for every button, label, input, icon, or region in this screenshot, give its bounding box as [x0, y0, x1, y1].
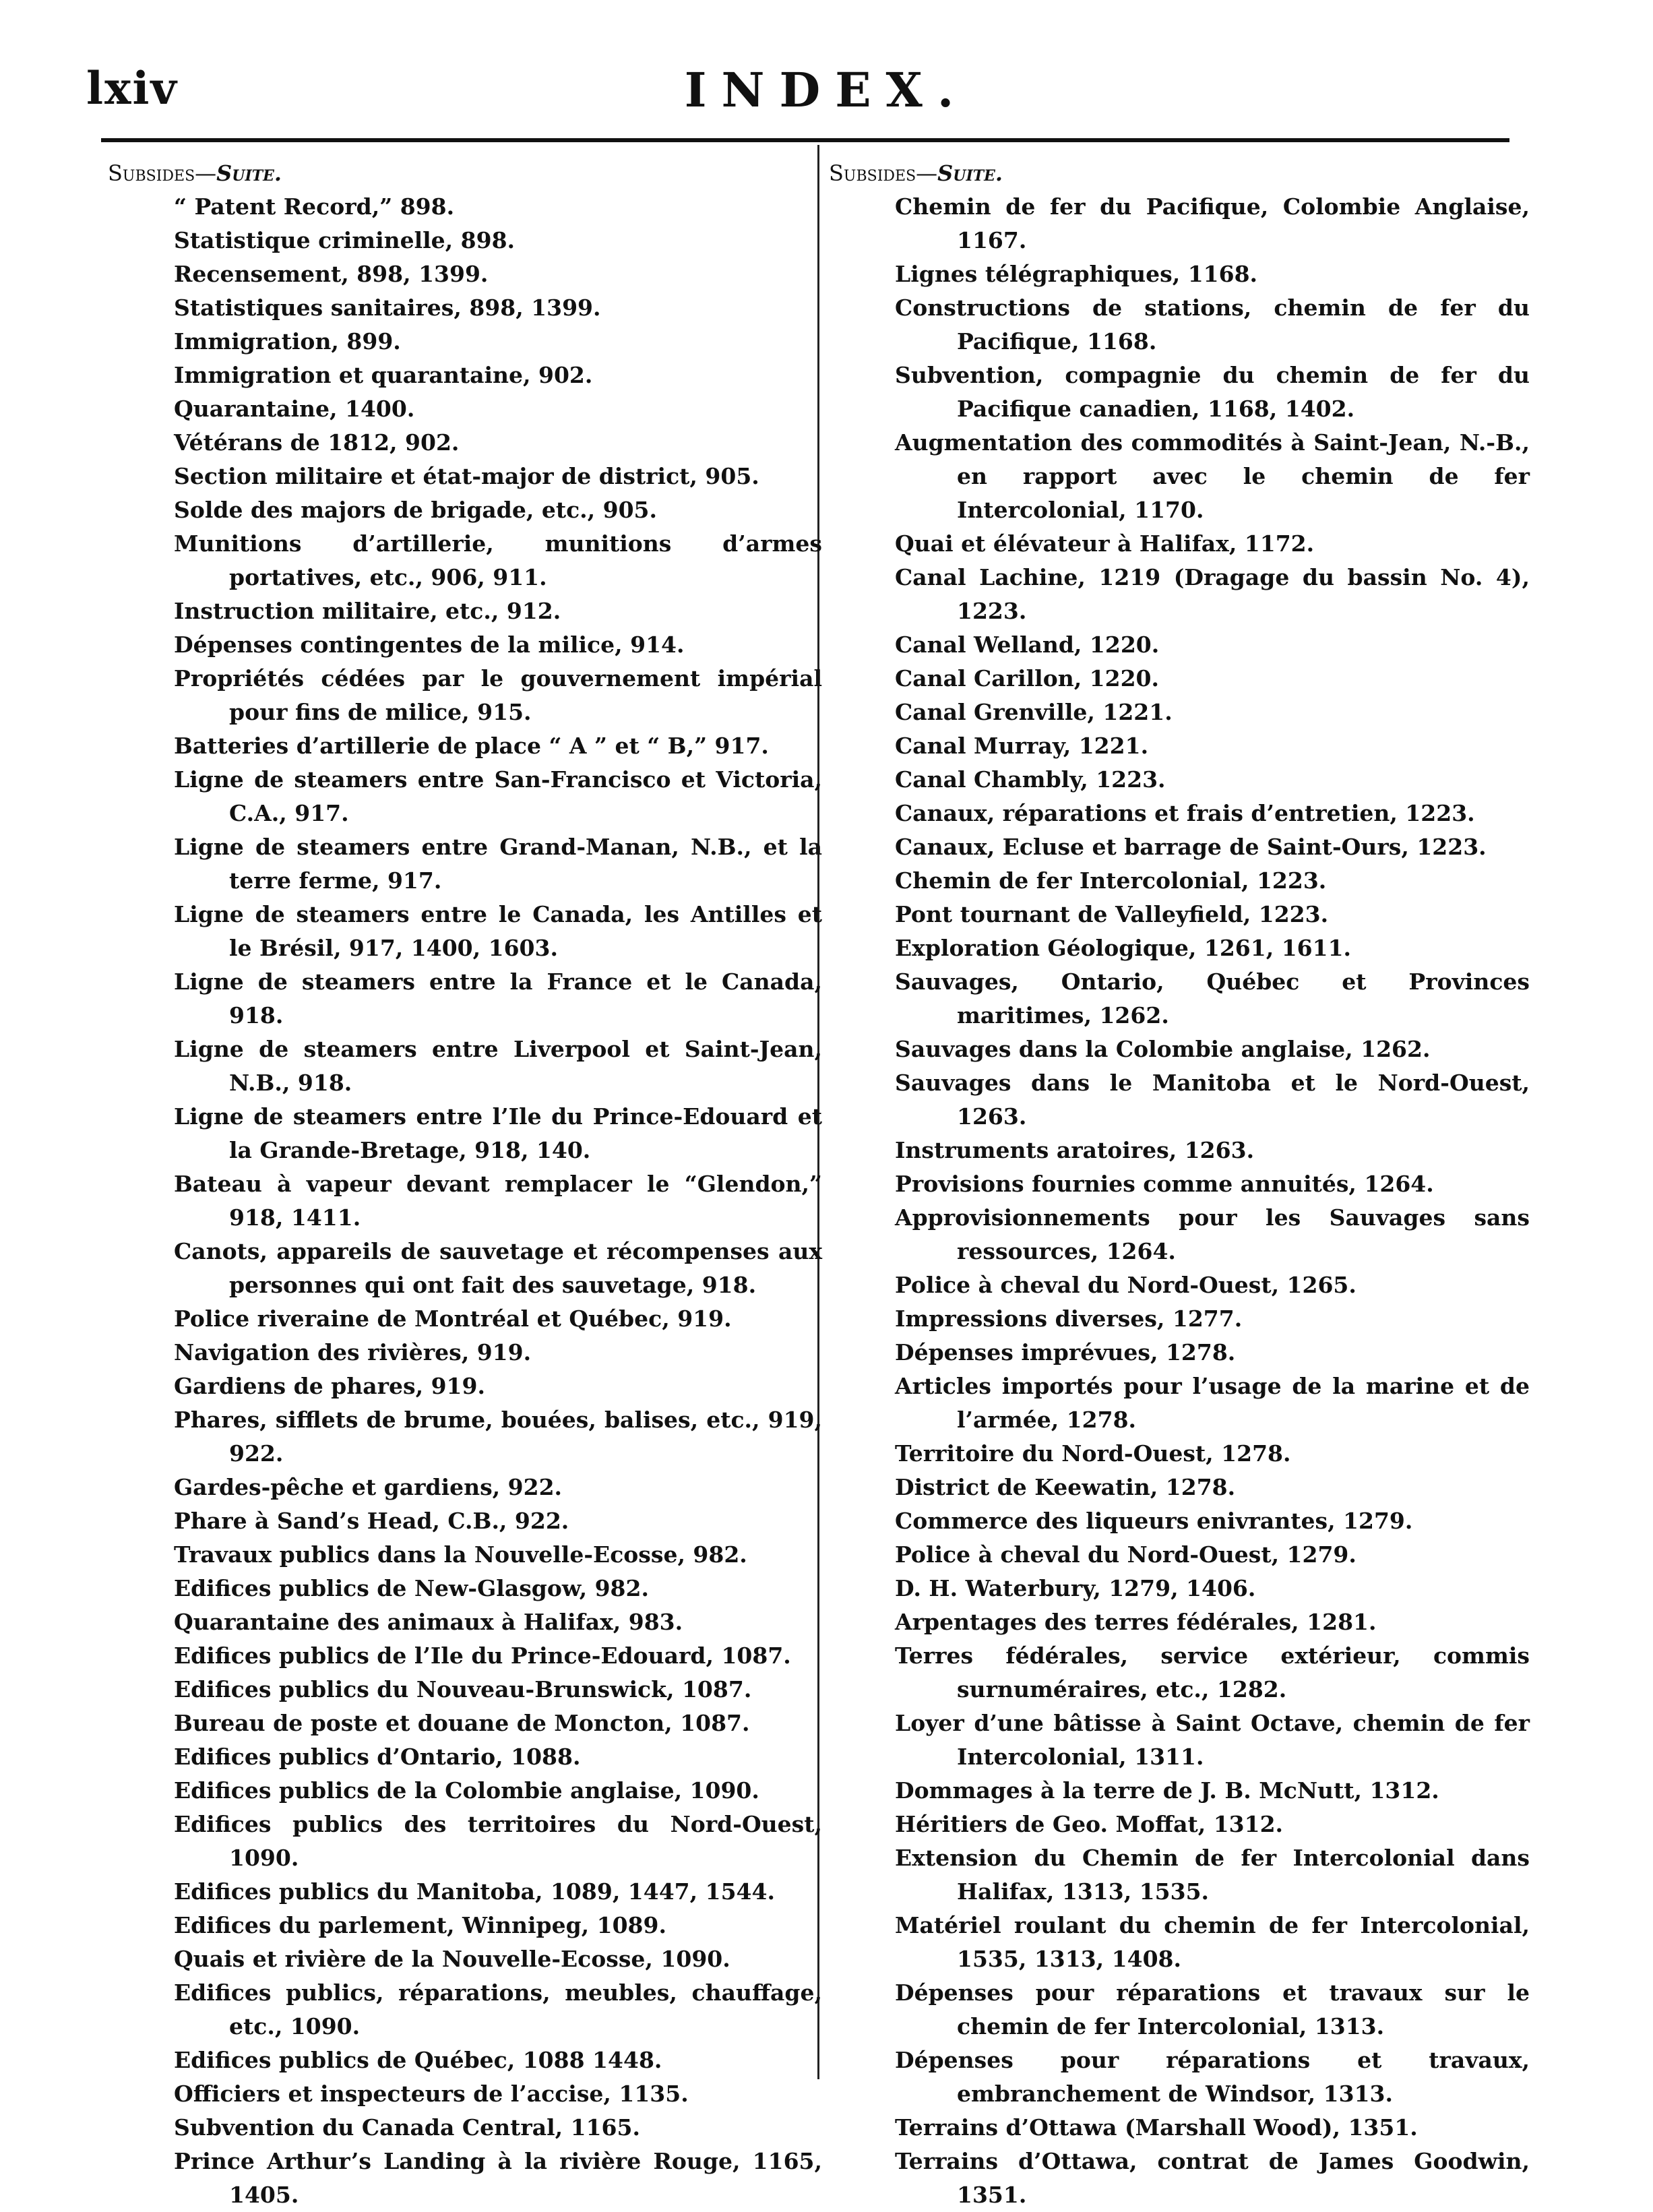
index-entry: Section militaire et état-major de district, 905. [174, 463, 759, 489]
left-column [108, 156, 822, 2212]
index-entry: Exploration Géologique, 1261, 1611. [895, 935, 1352, 961]
index-entry: Statistiques sanitaires, 898, 1399. [174, 295, 601, 321]
index-entry: Gardes-pêche et gardiens, 922. [174, 1474, 563, 1500]
index-entry: Arpentages des terres fédérales, 1281. [895, 1609, 1377, 1635]
index-entry: Edifices publics de l’Ile du Prince-Edouard, 1087. [174, 1642, 791, 1669]
index-entry: Ligne de steamers entre la France et le Canada, 918. [174, 969, 822, 1028]
index-entry: Immigration et quarantaine, 902. [174, 362, 593, 388]
index-entry: Statistique criminelle, 898. [174, 227, 516, 253]
index-entry: Canal Carillon, 1220. [895, 665, 1160, 692]
index-entry: Provisions fournies comme annuités, 1264. [895, 1171, 1434, 1197]
index-entry: Canal Welland, 1220. [895, 632, 1160, 658]
index-entry: Dommages à la terre de J. B. McNutt, 1312. [895, 1777, 1439, 1804]
index-entry: Loyer d’une bâtisse à Saint Octave, chemin de fer Intercolonial, 1311. [895, 1710, 1530, 1770]
index-entry: Phares, sifflets de brume, bouées, balises, etc., 919, 922. [174, 1407, 822, 1467]
index-entry: Canaux, Ecluse et barrage de Saint-Ours, 1223. [895, 834, 1487, 860]
index-entry: Police riveraine de Montréal et Québec, 919. [174, 1305, 732, 1332]
index-entry: Vétérans de 1812, 902. [174, 429, 460, 456]
index-entry: Pont tournant de Valleyfield, 1223. [895, 901, 1329, 927]
index-entry: Bureau de poste et douane de Moncton, 1087. [174, 1710, 750, 1736]
index-entry: Sauvages dans la Colombie anglaise, 1262. [895, 1036, 1431, 1062]
index-entry: District de Keewatin, 1278. [895, 1474, 1236, 1500]
header-rule [101, 138, 1509, 142]
left-column-heading [108, 156, 822, 190]
index-entry: Police à cheval du Nord-Ouest, 1265. [895, 1272, 1356, 1298]
index-entry: Chemin de fer du Pacifique, Colombie Anglaise, 1167. [895, 193, 1530, 253]
index-entry: Officiers et inspecteurs de l’accise, 1135. [174, 2081, 689, 2107]
index-entry: Ligne de steamers entre l’Ile du Prince-Edouard et la Grande-Bretage, 918, 140. [174, 1103, 822, 1163]
index-entry: Edifices publics, réparations, meubles, chauffage, etc., 1090. [174, 1979, 822, 2039]
index-entry: Propriétés cédées par le gouvernement impérial pour fins de milice, 915. [174, 665, 822, 725]
index-entry: Ligne de steamers entre San-Francisco et Victoria, C.A., 917. [174, 766, 822, 826]
index-entry: Sauvages, Ontario, Québec et Provinces maritimes, 1262. [895, 969, 1530, 1028]
index-entry: Extension du Chemin de fer Intercolonial dans Halifax, 1313, 1535. [895, 1845, 1530, 1905]
index-entry: Edifices publics des territoires du Nord-Ouest, 1090. [174, 1811, 822, 1871]
index-entry: Quarantaine, 1400. [174, 396, 415, 422]
index-entry: Canal Chambly, 1223. [895, 766, 1166, 793]
index-entry: Canal Grenville, 1221. [895, 699, 1173, 725]
right-column [829, 156, 1530, 2212]
index-entry: Police à cheval du Nord-Ouest, 1279. [895, 1541, 1356, 1568]
heading-label: Subsides— [108, 160, 217, 186]
index-entry: Canots, appareils de sauvetage et récompenses aux personnes qui ont fait des sauvetage, 918. [174, 1238, 822, 1298]
index-entry: Terres fédérales, service extérieur, commis surnuméraires, etc., 1282. [895, 1642, 1530, 1702]
index-entry: Prince Arthur’s Landing à la rivière Rouge, 1165, 1405. [174, 2148, 822, 2208]
index-entry: Solde des majors de brigade, etc., 905. [174, 497, 658, 523]
index-entry: Subvention, compagnie du chemin de fer du Pacifique canadien, 1168, 1402. [895, 362, 1530, 422]
heading-suite: Suite. [937, 160, 1003, 186]
index-entry: Phare à Sand’s Head, C.B., 922. [174, 1508, 569, 1534]
index-entry: Edifices publics de la Colombie anglaise, 1090. [174, 1777, 759, 1804]
index-entry: Edifices publics du Nouveau-Brunswick, 1087. [174, 1676, 752, 1702]
index-entry: Impressions diverses, 1277. [895, 1305, 1243, 1332]
index-entry: Immigration, 899. [174, 328, 401, 355]
index-entry: Canal Murray, 1221. [895, 733, 1149, 759]
page-number: lxiv [86, 62, 178, 115]
index-entry: Travaux publics dans la Nouvelle-Ecosse, 982. [174, 1541, 747, 1568]
index-entry: Sauvages dans le Manitoba et le Nord-Ouest, 1263. [895, 1070, 1530, 1130]
index-entry: Chemin de fer Intercolonial, 1223. [895, 867, 1327, 894]
index-entry: Edifices du parlement, Winnipeg, 1089. [174, 1912, 666, 1938]
index-entry: Lignes télégraphiques, 1168. [895, 261, 1258, 287]
index-entry: Canal Lachine, 1219 (Dragage du bassin No. 4), 1223. [895, 564, 1530, 624]
index-entry: Ligne de steamers entre Grand-Manan, N.B., et la terre ferme, 917. [174, 834, 822, 894]
index-entry: Munitions d’artillerie, munitions d’armes portatives, etc., 906, 911. [174, 530, 822, 590]
index-entry: Edifices publics de Québec, 1088 1448. [174, 2047, 662, 2073]
index-entry: Constructions de stations, chemin de fer du Pacifique, 1168. [895, 295, 1530, 355]
index-entry: Edifices publics d’Ontario, 1088. [174, 1744, 581, 1770]
index-entry: D. H. Waterbury, 1279, 1406. [895, 1575, 1256, 1601]
index-entry: Edifices publics de New-Glasgow, 982. [174, 1575, 649, 1601]
index-entry: Ligne de steamers entre Liverpool et Saint-Jean, N.B., 918. [174, 1036, 822, 1096]
index-entry: Quai et élévateur à Halifax, 1172. [895, 530, 1315, 557]
heading-label: Subsides— [829, 160, 938, 186]
index-entry: Navigation des rivières, 919. [174, 1339, 532, 1365]
index-entry: “ Patent Record,” 898. [174, 193, 455, 220]
index-entry: Commerce des liqueurs enivrantes, 1279. [895, 1508, 1413, 1534]
index-entry: Dépenses pour réparations et travaux, embranchement de Windsor, 1313. [895, 2047, 1530, 2107]
index-entry: Gardiens de phares, 919. [174, 1373, 485, 1399]
index-entry: Dépenses pour réparations et travaux sur le chemin de fer Intercolonial, 1313. [895, 1979, 1530, 2039]
index-entry: Territoire du Nord-Ouest, 1278. [895, 1440, 1291, 1467]
page-title: INDEX. [684, 62, 969, 118]
index-entry: Approvisionnements pour les Sauvages sans ressources, 1264. [895, 1204, 1530, 1264]
index-entry: Subvention du Canada Central, 1165. [174, 2114, 640, 2141]
index-entry: Matériel roulant du chemin de fer Intercolonial, 1535, 1313, 1408. [895, 1912, 1530, 1972]
index-entry: Instruments aratoires, 1263. [895, 1137, 1255, 1163]
index-entry: Quarantaine des animaux à Halifax, 983. [174, 1609, 683, 1635]
index-entry: Edifices publics du Manitoba, 1089, 1447, 1544. [174, 1878, 775, 1905]
index-entry: Augmentation des commodités à Saint-Jean, N.-B., en rapport avec le chemin de fer Intercolonial, 1170. [895, 429, 1530, 523]
index-entry: Terrains d’Ottawa, contrat de James Goodwin, 1351. [895, 2148, 1530, 2208]
left-entries-list [108, 190, 822, 2212]
right-column-heading [829, 156, 1530, 190]
heading-suite: Suite. [216, 160, 282, 186]
index-entry: Recensement, 898, 1399. [174, 261, 489, 287]
right-entries-list [829, 190, 1530, 2212]
index-entry: Héritiers de Geo. Moffat, 1312. [895, 1811, 1284, 1837]
index-entry: Instruction militaire, etc., 912. [174, 598, 561, 624]
index-entry: Ligne de steamers entre le Canada, les Antilles et le Brésil, 917, 1400, 1603. [174, 901, 822, 961]
index-entry: Terrains d’Ottawa (Marshall Wood), 1351. [895, 2114, 1418, 2141]
index-entry: Dépenses contingentes de la milice, 914. [174, 632, 685, 658]
index-entry: Batteries d’artillerie de place “ A ” et “ B,” 917. [174, 733, 769, 759]
index-entry: Canaux, réparations et frais d’entretien, 1223. [895, 800, 1475, 826]
index-entry: Articles importés pour l’usage de la marine et de l’armée, 1278. [895, 1373, 1530, 1433]
index-entry: Quais et rivière de la Nouvelle-Ecosse, 1090. [174, 1946, 730, 1972]
index-entry: Bateau à vapeur devant remplacer le “Glendon,” 918, 1411. [174, 1171, 822, 1231]
index-entry: Dépenses imprévues, 1278. [895, 1339, 1236, 1365]
